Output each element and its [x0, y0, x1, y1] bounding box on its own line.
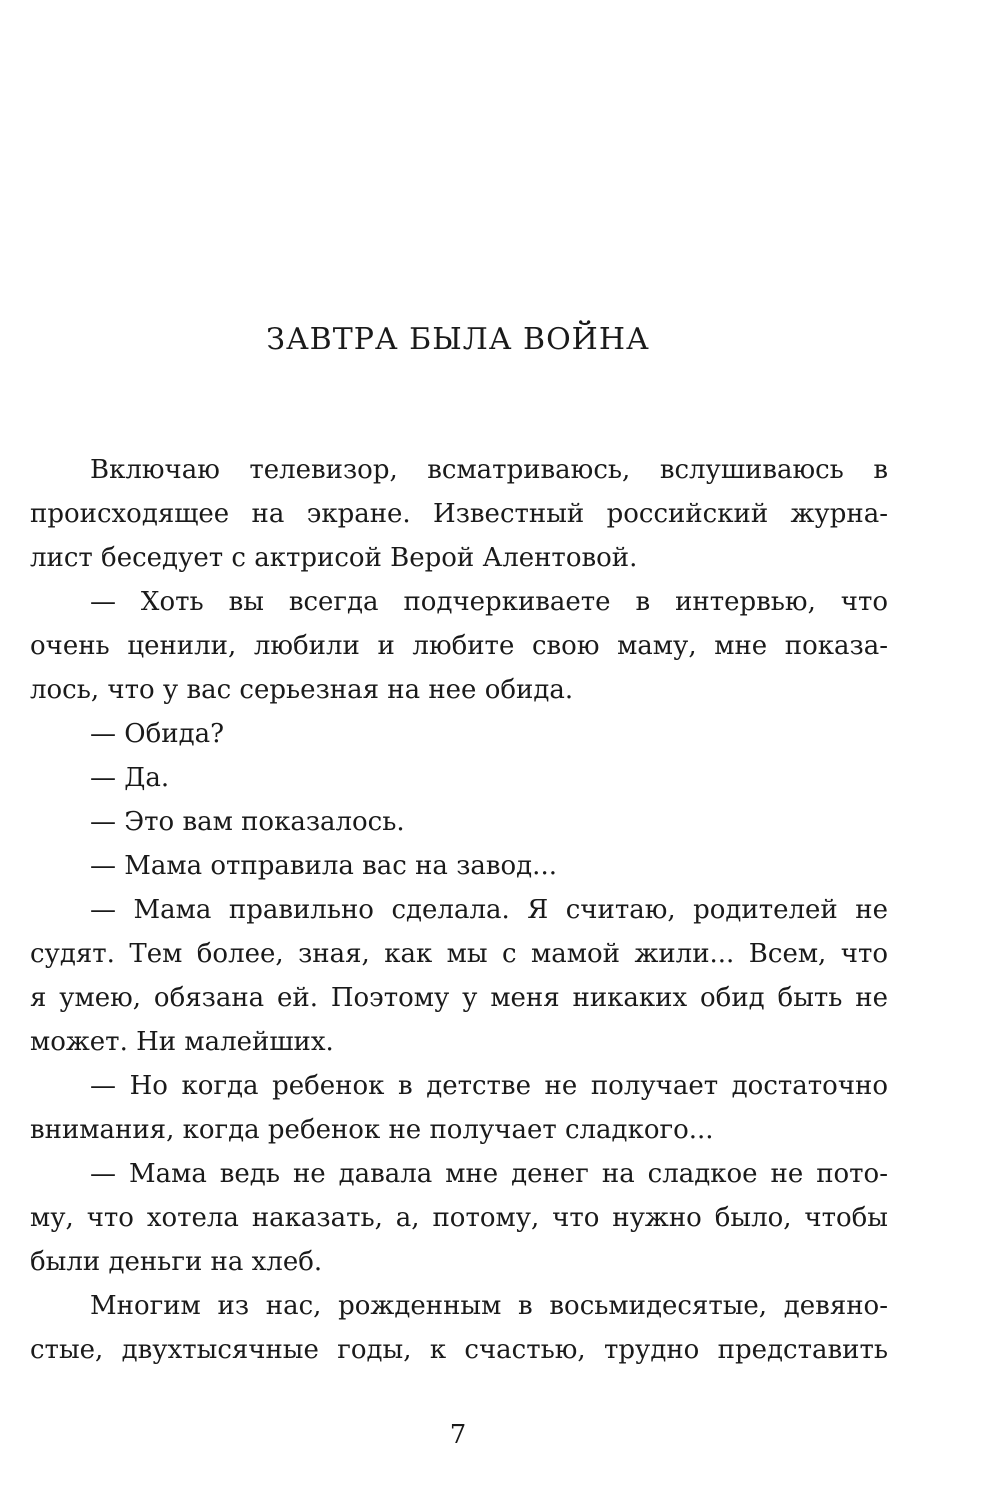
chapter-title: ЗАВТРА БЫЛА ВОЙНА [266, 322, 650, 357]
text-line: — Мама правильно сделала. Я считаю, родителей не [90, 895, 888, 925]
text-line: судят. Тем более, зная, как мы с мамой жили... Всем, что [30, 939, 888, 969]
body-text [30, 448, 888, 1372]
text-line: — Мама ведь не давала мне денег на сладкое не пото- [90, 1159, 888, 1189]
text-line: — Но когда ребенок в детстве не получает достаточно [90, 1071, 888, 1101]
text-line: Многим из нас, рожденным в восьмидесятые, девяно- [90, 1291, 888, 1321]
text-line: может. Ни малейших. [30, 1027, 334, 1057]
text-line: — Да. [90, 763, 170, 793]
text-line: — Обида? [90, 719, 225, 749]
text-line: лист беседует с актрисой Верой Алентовой. [30, 543, 638, 573]
text-line: — Хоть вы всегда подчеркиваете в интервью, что [90, 587, 888, 617]
text-line: очень ценили, любили и любите свою маму, мне показа- [30, 631, 888, 661]
text-line: стые, двухтысячные годы, к счастью, трудно представить [30, 1335, 888, 1365]
text-line: происходящее на экране. Известный российский журна- [30, 499, 888, 529]
text-line: — Мама отправила вас на завод... [90, 851, 557, 881]
text-line: Включаю телевизор, всматриваюсь, вслушиваюсь в [90, 455, 888, 485]
text-line: — Это вам показалось. [90, 807, 405, 837]
text-line: лось, что у вас серьезная на нее обида. [30, 675, 574, 705]
text-line: я умею, обязана ей. Поэтому у меня никаких обид быть не [30, 983, 888, 1013]
text-line: му, что хотела наказать, а, потому, что нужно было, чтобы [30, 1203, 888, 1233]
page-number: 7 [449, 1420, 467, 1450]
text-line: внимания, когда ребенок не получает сладкого... [30, 1115, 714, 1145]
text-line: были деньги на хлеб. [30, 1247, 323, 1277]
